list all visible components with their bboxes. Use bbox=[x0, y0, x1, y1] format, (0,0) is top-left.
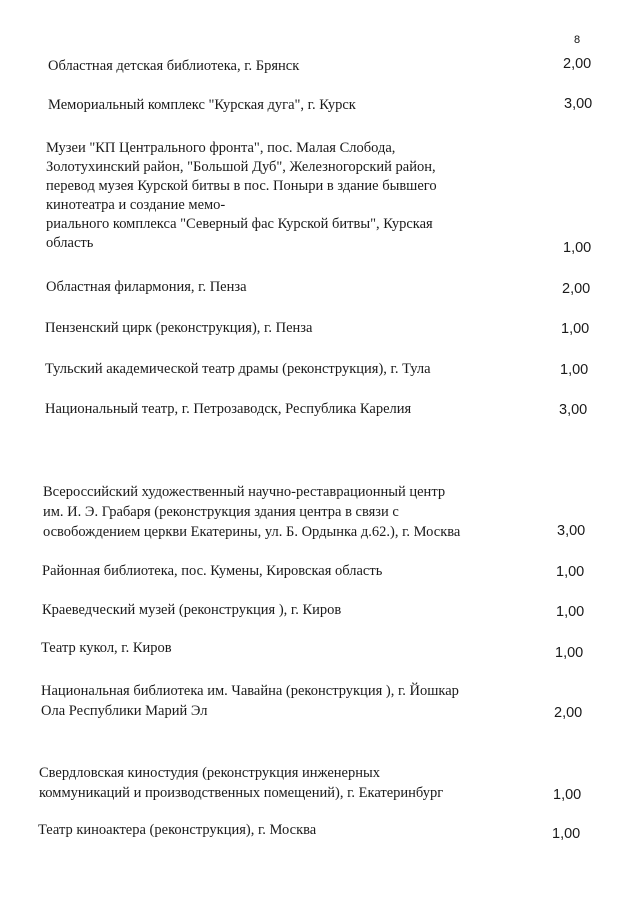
entry-amount: 1,00 bbox=[552, 826, 581, 842]
entry-amount: 2,00 bbox=[563, 56, 592, 72]
entry-amount: 3,00 bbox=[557, 523, 586, 539]
entry-title: Музеи "КП Центрального фронта", пос. Малая Слобода, Золотухинский район, "Большой Дуб", Железногорский район, перевод музея Курской битвы в пос. Поныри в здание бывшего кинотеатра и создание мемо- риального комплекса "Северный фас Курской битвы", Курская область bbox=[46, 140, 437, 251]
list-item bbox=[39, 763, 544, 803]
entry-title: Всероссийский художественный научно-реставрационный центр им. И. Э. Грабаря (реконструкция здания центра в связи с освобождением церкви Екатерины, ул. Б. Ордынка д.62.), г. Москва bbox=[43, 484, 461, 540]
entry-amount: 1,00 bbox=[555, 645, 584, 661]
list-item bbox=[41, 681, 546, 721]
entry-title: Районная библиотека, пос. Кумены, Кировская область bbox=[42, 563, 383, 579]
entry-title: Областная детская библиотека, г. Брянск bbox=[48, 58, 300, 74]
entry-title: Пензенский цирк (реконструкция), г. Пенза bbox=[45, 320, 313, 336]
list-item bbox=[48, 56, 548, 76]
entry-title: Национальная библиотека им. Чавайна (реконструкция ), г. Йошкар Ола Республики Марий Эл bbox=[41, 683, 459, 719]
list-item bbox=[41, 638, 541, 658]
list-item bbox=[45, 399, 550, 419]
list-item bbox=[42, 561, 542, 581]
entry-amount: 2,00 bbox=[554, 705, 583, 721]
entry-title: Свердловская киностудия (реконструкция инженерных коммуникаций и производственных помещений), г. Екатеринбург bbox=[39, 765, 444, 801]
list-item bbox=[46, 277, 546, 297]
entry-amount: 3,00 bbox=[559, 402, 588, 418]
entry-amount: 3,00 bbox=[564, 96, 593, 112]
entry-title: Областная филармония, г. Пенза bbox=[46, 279, 247, 295]
entry-title: Национальный театр, г. Петрозаводск, Республика Карелия bbox=[45, 401, 412, 417]
list-item bbox=[45, 318, 545, 338]
entry-title: Мемориальный комплекс "Курская дуга", г. Курск bbox=[48, 97, 356, 113]
entry-amount: 1,00 bbox=[556, 564, 585, 580]
entry-amount: 1,00 bbox=[556, 604, 585, 620]
entry-amount: 1,00 bbox=[561, 321, 590, 337]
entry-title: Краеведческий музей (реконструкция ), г. Киров bbox=[42, 602, 342, 618]
entry-amount: 1,00 bbox=[563, 240, 592, 256]
list-item bbox=[46, 139, 546, 253]
page-number: 8 bbox=[574, 34, 581, 46]
entry-title: Тульский академической театр драмы (реконструкция), г. Тула bbox=[45, 361, 431, 377]
list-item bbox=[48, 95, 548, 115]
list-item bbox=[42, 600, 542, 620]
list-item bbox=[45, 359, 550, 379]
entry-title: Театр киноактера (реконструкция), г. Москва bbox=[38, 822, 317, 838]
entry-amount: 1,00 bbox=[553, 787, 582, 803]
entry-amount: 1,00 bbox=[560, 362, 589, 378]
entry-title: Театр кукол, г. Киров bbox=[41, 640, 172, 656]
entry-amount: 2,00 bbox=[562, 281, 591, 297]
list-item bbox=[43, 482, 548, 542]
list-item bbox=[38, 820, 538, 840]
